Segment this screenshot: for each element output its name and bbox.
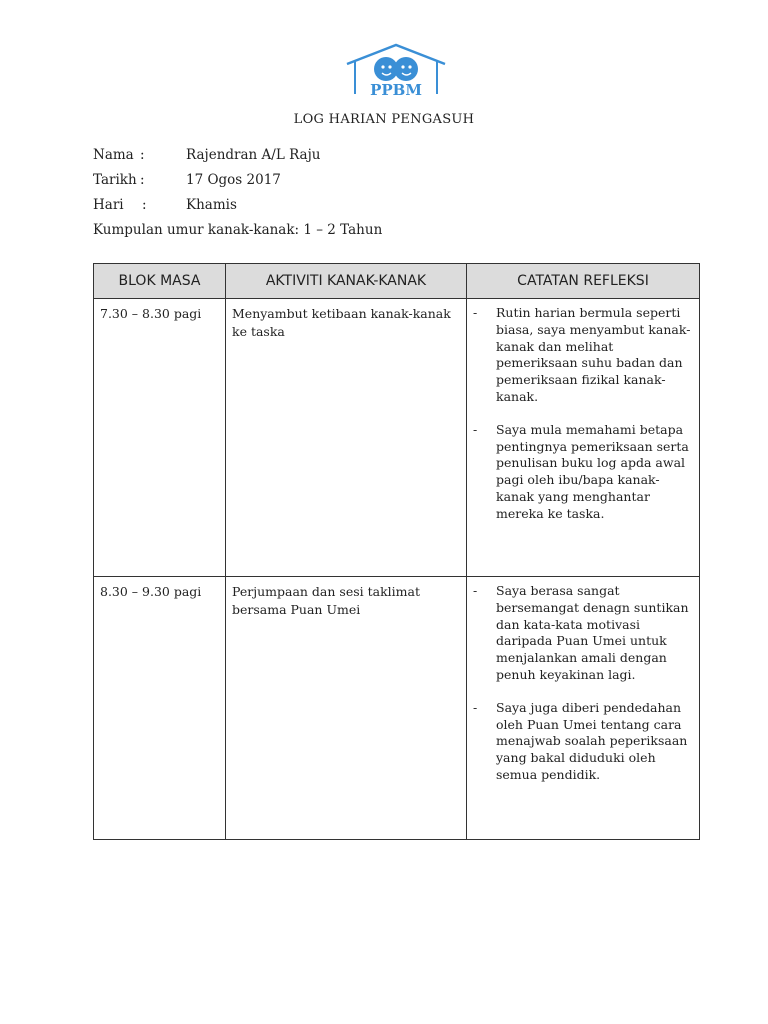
- time-cell: 8.30 – 9.30 pagi: [94, 577, 226, 840]
- table-header-row: [94, 264, 700, 299]
- bullet-dash: -: [473, 305, 478, 320]
- ppbm-house-logo-icon: [343, 42, 449, 100]
- bullet-dash: -: [473, 421, 478, 437]
- table-row: [94, 299, 700, 577]
- table-row: [94, 577, 700, 840]
- log-table: [93, 263, 700, 840]
- notes-cell: [467, 577, 700, 840]
- field-colon: :: [140, 172, 145, 188]
- activity-cell: Menyambut ketibaan kanak-kanak ke taska: [226, 299, 467, 577]
- bullet-dash: -: [473, 699, 478, 715]
- field-value: Khamis: [186, 197, 237, 213]
- field-label: Hari: [93, 197, 124, 213]
- age-group: Kumpulan umur kanak-kanak: 1 – 2 Tahun: [93, 222, 383, 238]
- field-colon: :: [140, 147, 145, 163]
- svg-text:PPBM: PPBM: [370, 81, 422, 99]
- ppbm-logo: [343, 42, 449, 100]
- note-item: [473, 422, 693, 523]
- field-colon: :: [142, 197, 147, 213]
- note-item: [473, 305, 693, 406]
- note-text: Rutin harian bermula seperti biasa, saya menyambut kanak-kanak dan melihat pemeriksaan suhu badan dan pemeriksaan fizikal kanak-kanak.: [496, 305, 691, 404]
- time-cell: 7.30 – 8.30 pagi: [94, 299, 226, 577]
- activity-cell: Perjumpaan dan sesi taklimat bersama Puan Umei: [226, 577, 467, 840]
- notes-cell: [467, 299, 700, 577]
- document-title: LOG HARIAN PENGASUH: [293, 112, 475, 127]
- note-text: Saya berasa sangat bersemangat denagn suntikan dan kata-kata motivasi daripada Puan Umei untuk menjalankan amali dengan penuh keyakinan lagi.: [496, 583, 689, 682]
- header-blok-masa: BLOK MASA: [94, 264, 226, 299]
- note-text: Saya juga diberi pendedahan oleh Puan Umei tentang cara menajwab soalah peperiksaan yang bakal diduduki oleh semua pendidik.: [496, 699, 688, 782]
- note-item: [473, 583, 693, 684]
- field-label: Tarikh: [93, 172, 137, 188]
- header-catatan-refleksi: CATATAN REFLEKSI: [467, 264, 700, 299]
- field-value: 17 Ogos 2017: [186, 172, 281, 188]
- bullet-dash: -: [473, 583, 478, 598]
- header-aktiviti: AKTIVITI KANAK-KANAK: [226, 264, 467, 299]
- field-label: Nama: [93, 147, 134, 163]
- note-text: Saya mula memahami betapa pentingnya pemeriksaan serta penulisan buku log apda awal pagi oleh ibu/bapa kanak-kanak yang menghantar mereka ke taska.: [496, 421, 689, 521]
- field-value: Rajendran A/L Raju: [186, 147, 321, 163]
- note-item: [473, 700, 693, 784]
